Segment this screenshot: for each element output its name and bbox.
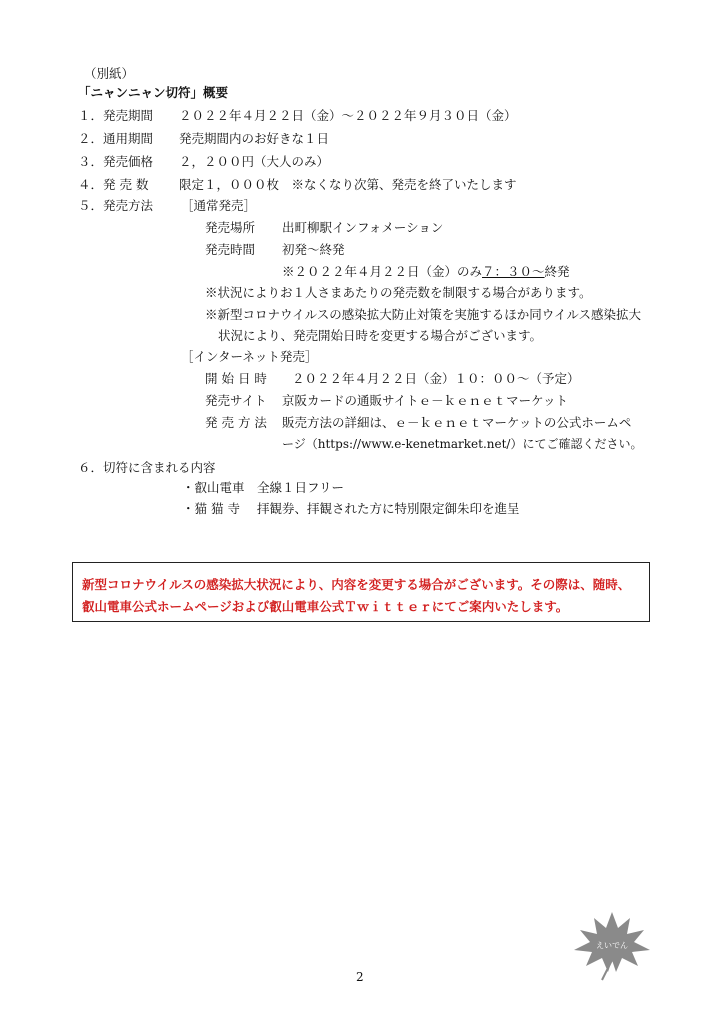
regular-time-note-prefix: ※２０２２年４月２２日（金）のみ xyxy=(282,264,483,279)
quantity-label: ４．発 売 数 xyxy=(78,177,149,192)
price-label: ３．発売価格 xyxy=(78,154,154,169)
notice-box xyxy=(72,562,650,622)
page-title: 「ニャンニャン切符」概要 xyxy=(78,85,229,100)
usage-value: 発売期間内のお好きな１日 xyxy=(179,131,330,146)
maple-leaf-logo xyxy=(572,910,652,982)
internet-method-line1: 販売方法の詳細は、ｅ－ｋｅｎｅｔマーケットの公式ホームペ xyxy=(282,415,632,430)
method-label: ５．発売方法 xyxy=(78,198,154,213)
regular-time-value: 初発～終発 xyxy=(282,242,345,257)
quantity-value: 限定１，０００枚 ※なくなり次第、発売を終了いたします xyxy=(179,177,517,192)
annex-label: （別紙） xyxy=(84,66,135,81)
notice-line: 叡山電車公式ホームページおよび叡山電車公式Ｔｗｉｔｔｅｒにてご案内いたします。 xyxy=(82,599,569,614)
internet-site-label: 発売サイト xyxy=(205,393,267,408)
price-value: ２，２００円（大人のみ） xyxy=(179,154,330,169)
period-value: ２０２２年４月２２日（金）～２０２２年９月３０日（金） xyxy=(179,108,517,123)
contents-item-value: 全線１日フリー xyxy=(257,480,345,495)
internet-start-value: ２０２２年４月２２日（金）１０：００～（予定） xyxy=(292,371,580,386)
internet-start-label: 開 始 日 時 xyxy=(205,371,267,386)
contents-item-name: ・叡山電車 xyxy=(182,480,245,495)
internet-method-label: 発 売 方 法 xyxy=(205,415,267,430)
contents-item-value: 拝観券、拝観された方に特別限定御朱印を進呈 xyxy=(257,501,520,516)
note-covid-line2: 状況により、発売開始日時を変更する場合がございます。 xyxy=(218,328,543,343)
note-purchase-limit: ※状況によりお１人さまあたりの発売数を制限する場合があります。 xyxy=(205,285,592,300)
contents-label: ６．切符に含まれる内容 xyxy=(78,460,216,475)
period-label: １．発売期間 xyxy=(78,108,154,123)
contents-item-name: ・猫 猫 寺 xyxy=(182,501,240,516)
note-covid-line1: ※新型コロナウイルスの感染拡大防止対策を実施するほか同ウイルス感染拡大 xyxy=(205,307,642,322)
regular-sale-heading: ［通常発売］ xyxy=(181,198,257,213)
regular-time-label: 発売時間 xyxy=(205,242,256,257)
internet-sale-heading: ［インターネット発売］ xyxy=(181,349,318,364)
internet-site-value: 京阪カードの通販サイトｅ－ｋｅｎｅｔマーケット xyxy=(282,393,569,408)
page-number: 2 xyxy=(356,970,364,984)
internet-method-line2: ージ（https://www.e-kenetmarket.net/）にてご確認ください。 xyxy=(282,437,643,451)
usage-label: ２．通用期間 xyxy=(78,131,154,146)
notice-line: 新型コロナウイルスの感染拡大状況により、内容を変更する場合がございます。その際は、随時、 xyxy=(82,577,631,592)
leaf-text: えいでん xyxy=(596,941,628,950)
regular-time-note-underlined: ７：３０～ xyxy=(482,264,545,279)
regular-place-label: 発売場所 xyxy=(205,220,256,235)
regular-place-value: 出町柳駅インフォメーション xyxy=(282,220,444,235)
regular-time-note xyxy=(282,264,570,280)
regular-time-note-suffix: 終発 xyxy=(544,264,570,279)
